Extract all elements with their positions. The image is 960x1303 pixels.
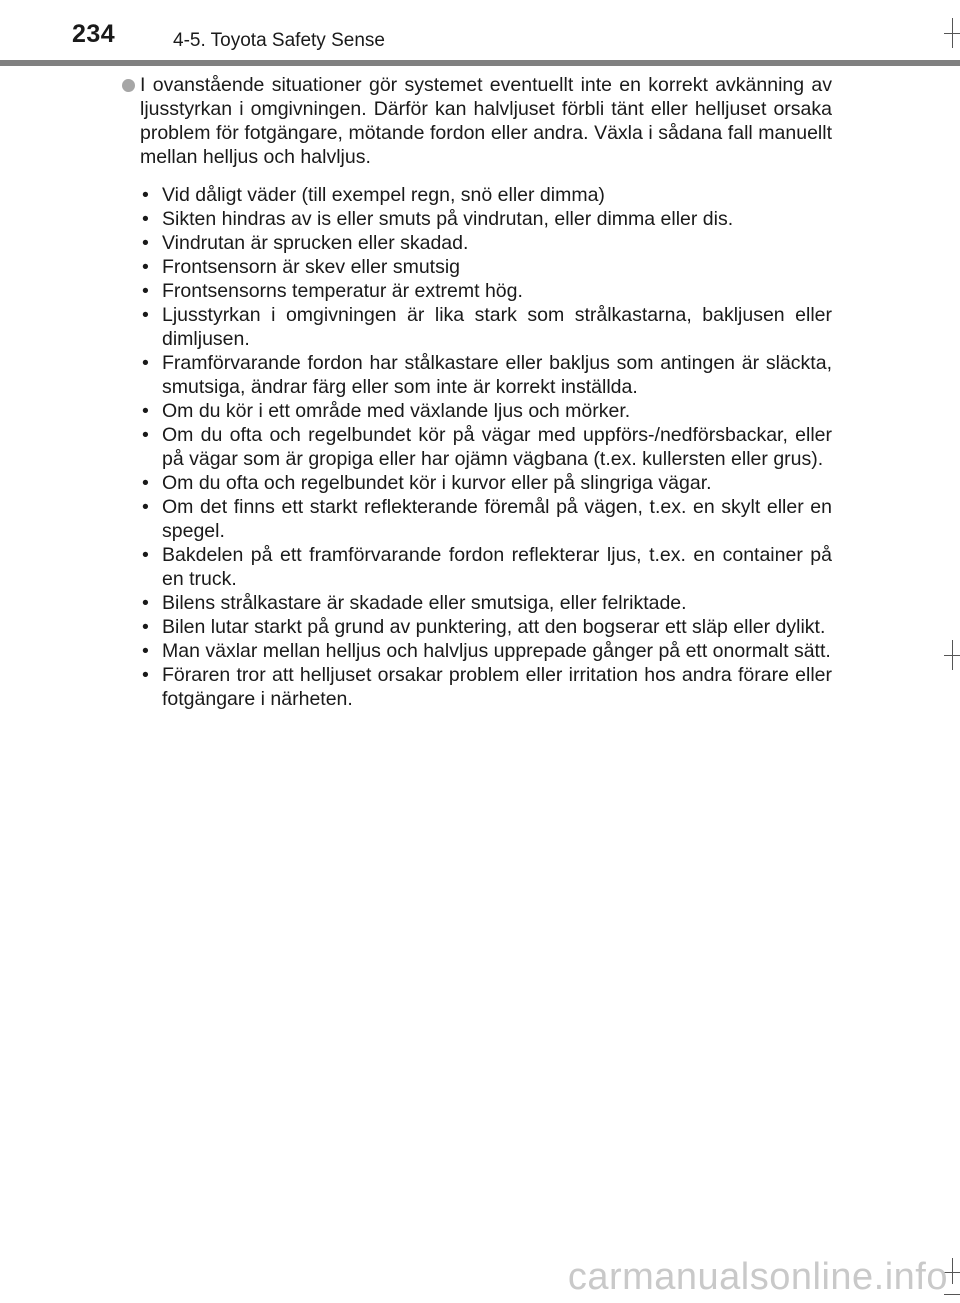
list-item: [142, 471, 832, 495]
list-item: [142, 183, 832, 207]
list-item: [142, 399, 832, 423]
bullet-glyph: •: [142, 208, 149, 230]
section-title: 4-5. Toyota Safety Sense: [173, 30, 385, 51]
list-item-text: Bakdelen på ett framförvarande fordon reflekterar ljus, t.ex. en container på en truck.: [162, 544, 832, 590]
bullet-glyph: •: [142, 544, 149, 566]
list-item-text: Framförvarande fordon har stålkastare eller bakljus som antingen är släckta, smutsiga, ändrar färg eller som inte är korrekt inställda.: [162, 352, 832, 398]
bullet-glyph: •: [142, 496, 149, 518]
bullet-glyph: •: [142, 664, 149, 686]
list-item: [142, 231, 832, 255]
list-item: [142, 351, 832, 399]
list-item: [142, 207, 832, 231]
page-content: [120, 73, 832, 711]
list-item-text: Bilens strålkastare är skadade eller smutsiga, eller felriktade.: [162, 592, 687, 614]
conditions-list: [120, 183, 832, 711]
bullet-glyph: •: [142, 184, 149, 206]
page-number: 234: [72, 20, 116, 48]
list-item-text: Föraren tror att helljuset orsakar problem eller irritation hos andra förare eller fotgängare i närheten.: [162, 664, 832, 710]
list-item-text: Frontsensorns temperatur är extremt hög.: [162, 280, 523, 302]
list-item-text: Vid dåligt väder (till exempel regn, snö eller dimma): [162, 184, 605, 206]
list-item-text: Om du ofta och regelbundet kör på vägar med uppförs-/nedförsbackar, eller på vägar som är gropiga eller har ojämn vägbana (t.ex. kullersten eller grus).: [162, 424, 832, 470]
intro-text: I ovanstående situationer gör systemet eventuellt inte en korrekt avkänning av ljusstyrkan i omgivningen. Därför kan halvljuset förbli tänt eller helljuset orsaka problem för fotgängare, mötande fordon eller andra. Växla i sådana fall manuellt mellan helljus och halvljus.: [140, 74, 832, 168]
bullet-glyph: •: [142, 232, 149, 254]
bullet-glyph: •: [142, 472, 149, 494]
bullet-glyph: •: [142, 352, 149, 374]
header-rule: [0, 60, 960, 66]
list-item-text: Vindrutan är sprucken eller skadad.: [162, 232, 469, 254]
crop-mark-middle: [944, 640, 960, 670]
list-item: [142, 591, 832, 615]
list-item: [142, 495, 832, 543]
bullet-glyph: •: [142, 424, 149, 446]
intro-paragraph: [120, 73, 832, 169]
list-item: [142, 423, 832, 471]
bullet-glyph: •: [142, 304, 149, 326]
list-item-text: Frontsensorn är skev eller smutsig: [162, 256, 461, 278]
bullet-glyph: •: [142, 280, 149, 302]
list-item: [142, 543, 832, 591]
list-item-text: Om du ofta och regelbundet kör i kurvor eller på slingriga vägar.: [162, 472, 712, 494]
list-item: [142, 303, 832, 351]
crop-mark-top: [944, 18, 960, 48]
circle-bullet-icon: [122, 79, 135, 92]
list-item-text: Om det finns ett starkt reflekterande föremål på vägen, t.ex. en skylt eller en spegel.: [162, 496, 832, 542]
bullet-glyph: •: [142, 592, 149, 614]
list-item-text: Ljusstyrkan i omgivningen är lika stark som strålkastarna, bakljusen eller dimljusen.: [162, 304, 832, 350]
watermark: carmanualsonline.info: [567, 1256, 948, 1298]
list-item: [142, 663, 832, 711]
list-item: [142, 279, 832, 303]
bullet-glyph: •: [142, 256, 149, 278]
list-item-text: Man växlar mellan helljus och halvljus upprepade gånger på ett onormalt sätt.: [162, 640, 831, 662]
list-item: [142, 639, 832, 663]
list-item-text: Sikten hindras av is eller smuts på vindrutan, eller dimma eller dis.: [162, 208, 734, 230]
bullet-glyph: •: [142, 400, 149, 422]
list-item: [142, 255, 832, 279]
list-item-text: Om du kör i ett område med växlande ljus och mörker.: [162, 400, 631, 422]
list-item: [142, 615, 832, 639]
bullet-glyph: •: [142, 640, 149, 662]
list-item-text: Bilen lutar starkt på grund av punktering, att den bogserar ett släp eller dylikt.: [162, 616, 826, 638]
bullet-glyph: •: [142, 616, 149, 638]
